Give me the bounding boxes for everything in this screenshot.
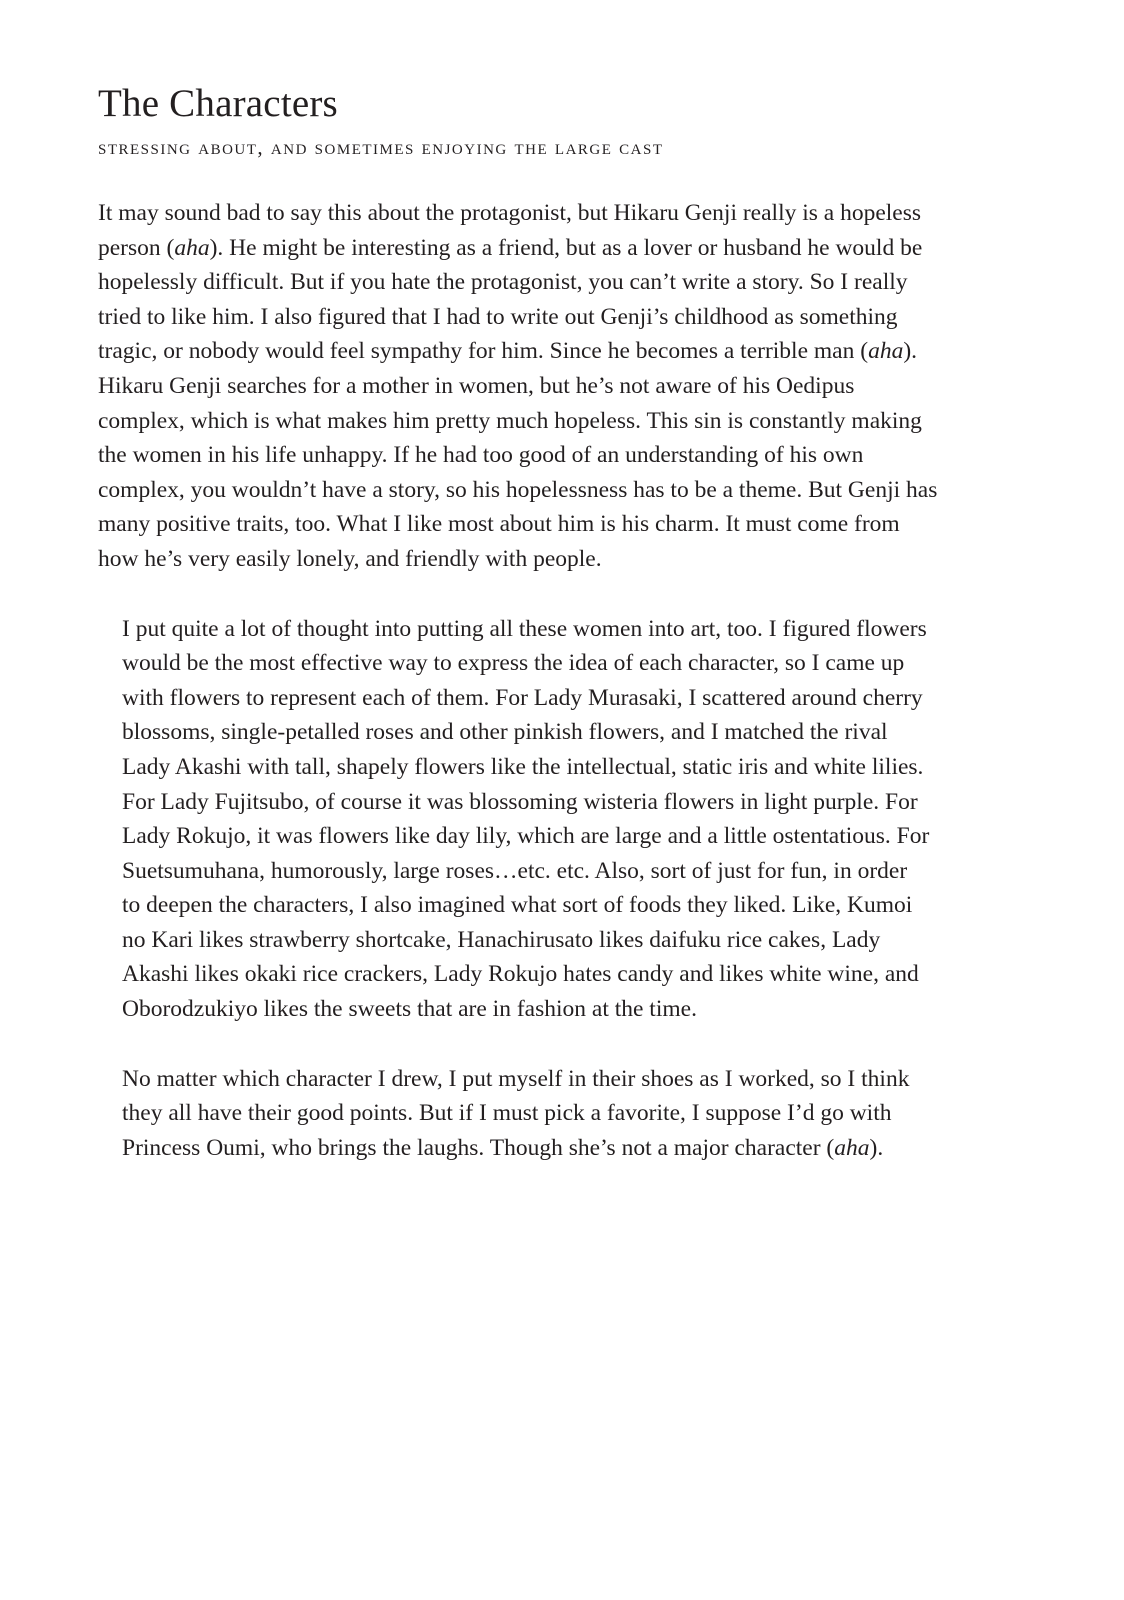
paragraph-line: many positive traits, too. What I like most about him is his charm. It must come from xyxy=(98,511,900,538)
article-body xyxy=(98,196,1048,1165)
paragraph-3 xyxy=(98,1062,1048,1166)
paragraph-1 xyxy=(98,196,1048,577)
paragraph-line: Hikaru Genji searches for a mother in women, but he’s not aware of his Oedipus xyxy=(98,372,855,399)
paragraph-line: Lady Akashi with tall, shapely flowers like the intellectual, static iris and white lilies. xyxy=(122,753,924,780)
paragraph-line: Suetsumuhana, humorously, large roses…etc. etc. Also, sort of just for fun, in order xyxy=(122,857,908,884)
paragraph-line: no Kari likes strawberry shortcake, Hanachirusato likes daifuku rice cakes, Lady xyxy=(122,926,881,953)
paragraph-line: For Lady Fujitsubo, of course it was blossoming wisteria flowers in light purple. For xyxy=(122,788,918,815)
paragraph-line: hopelessly difficult. But if you hate the protagonist, you can’t write a story. So I really xyxy=(98,269,908,296)
paragraph-line: It may sound bad to say this about the protagonist, but Hikaru Genji really is a hopeless xyxy=(98,200,922,226)
paragraph-line: how he’s very easily lonely, and friendly with people. xyxy=(98,545,602,572)
paragraph-line: blossoms, single-petalled roses and other pinkish flowers, and I matched the rival xyxy=(122,719,888,746)
paragraph-line: to deepen the characters, I also imagined what sort of foods they liked. Like, Kumoi xyxy=(122,892,913,919)
paragraph-line: they all have their good points. But if I must pick a favorite, I suppose I’d go with xyxy=(122,1100,892,1127)
subtitle: stressing about, and sometimes enjoying the large cast xyxy=(98,135,664,159)
article xyxy=(98,80,1048,1200)
paragraph-line: complex, which is what makes him pretty much hopeless. This sin is constantly making xyxy=(98,407,922,434)
paragraph-line: No matter which character I drew, I put myself in their shoes as I worked, so I think xyxy=(122,1065,910,1092)
paragraph-line: I put quite a lot of thought into putting all these women into art, too. I figured flowers xyxy=(122,615,927,642)
paragraph-line: would be the most effective way to express the idea of each character, so I came up xyxy=(122,650,905,677)
page-title: The Characters xyxy=(98,82,338,125)
paragraph-line: complex, you wouldn’t have a story, so his hopelessness has to be a theme. But Genji has xyxy=(98,476,938,503)
paragraph-line: tried to like him. I also figured that I had to write out Genji’s childhood as something xyxy=(98,303,898,330)
paragraph-line: person (aha). He might be interesting as a friend, but as a lover or husband he would be xyxy=(98,234,923,261)
paragraph-2 xyxy=(98,612,1048,1027)
paragraph-line: Princess Oumi, who brings the laughs. Though she’s not a major character (aha). xyxy=(122,1134,884,1161)
paragraph-line: tragic, or nobody would feel sympathy for him. Since he becomes a terrible man (aha). xyxy=(98,338,918,365)
paragraph-line: Lady Rokujo, it was flowers like day lily, which are large and a little ostentatious. For xyxy=(122,823,930,850)
paragraph-line: with flowers to represent each of them. For Lady Murasaki, I scattered around cherry xyxy=(122,684,923,711)
paragraph-line: Akashi likes okaki rice crackers, Lady Rokujo hates candy and likes white wine, and xyxy=(122,961,919,988)
paragraph-line: the women in his life unhappy. If he had too good of an understanding of his own xyxy=(98,442,864,469)
paragraph-line: Oborodzukiyo likes the sweets that are in fashion at the time. xyxy=(122,996,697,1023)
